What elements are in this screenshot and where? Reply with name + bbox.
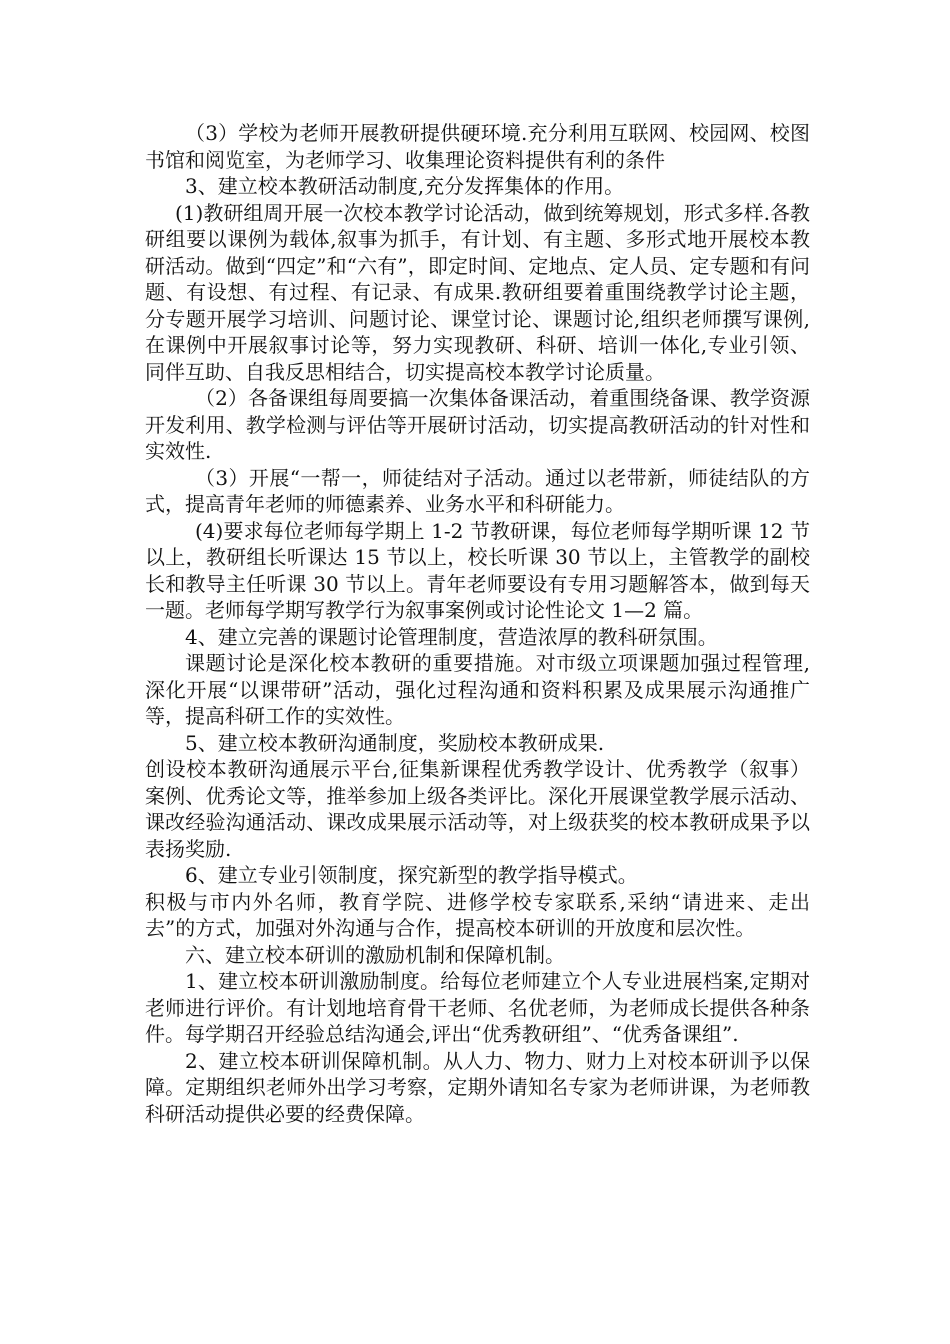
- paragraph-collective-prep: （2）各备课组每周要搞一次集体备课活动，着重围绕备课、教学资源开发利用、教学检测与评估等开展研讨活动，切实提高教研活动的针对性和实效性.: [145, 386, 810, 463]
- paragraph-mentoring: （3）开展“一帮一，师徒结对子活动。通过以老带新，师徒结队的方式，提高青年老师的师德素养、业务水平和科研能力。: [145, 465, 810, 516]
- paragraph-section-six-heading: 六、建立校本研训的激励机制和保障机制。: [185, 942, 565, 967]
- paragraph-expert-contact: 积极与市内外名师，教育学院、进修学校专家联系,采纳“请进来、走出去”的方式，加强对外沟通与合作，提高校本研训的开放度和层次性。: [145, 889, 810, 940]
- paragraph-heading-4: 4、建立完善的课题讨论管理制度，营造浓厚的教科研氛围。: [185, 624, 718, 649]
- paragraph-school-hardware: （3）学校为老师开展教研提供硬环境.充分利用互联网、校园网、校图书馆和阅览室，为老师学习、收集理论资料提供有利的条件: [145, 121, 810, 172]
- paragraph-project-research: 课题讨论是深化校本教研的重要措施。对市级立项课题加强过程管理,深化开展“以课带研”活动，强化过程沟通和资料积累及成果展示沟通推广等，提高科研工作的实效性。: [145, 651, 810, 728]
- paragraph-weekly-research: (1)教研组周开展一次校本教学讨论活动，做到统筹规划，形式多样.各教研组要以课例为载体,叙事为抓手，有计划、有主题、多形式地开展校本教研活动。做到“四定”和“六有”，即定时间、定地点、定人员、定专题和有问题、有设想、有过程、有记录、有成果.教研组要着重围绕教学讨论主题，分专题开展学习培训、问题讨论、课堂讨论、课题讨论,组织老师撰写课例,在课例中开展叙事讨论等，努力实现教研、科研、培训一体化,专业引领、同伴互助、自我反思相结合，切实提高校本教学讨论质量。: [145, 200, 810, 384]
- paragraph-heading-5: 5、建立校本教研沟通制度，奖励校本教研成果.: [185, 730, 605, 755]
- paragraph-incentive-system: 1、建立校本研训激励制度。给每位老师建立个人专业进展档案,定期对老师进行评价。有计划地培育骨干老师、名优老师，为老师成长提供各种条件。每学期召开经验总结沟通会,评出“优秀教研组”、“优秀备课组”.: [145, 969, 810, 1046]
- paragraph-lesson-requirements: (4)要求每位老师每学期上 1-2 节教研课，每位老师每学期听课 12 节以上，教研组长听课达 15 节以上，校长听课 30 节以上，主管教学的副校长和教导主任听课 30 节以上。青年老师要设有专用习题解答本，做到每天一题。老师每学期写教学行为叙事案例或讨论性论文 1—2 篇。: [145, 518, 810, 622]
- paragraph-exchange-platform: 创设校本教研沟通展示平台,征集新课程优秀教学设计、优秀教学（叙事）案例、优秀论文等，推举参加上级各类评比。深化开展课堂教学展示活动、课改经验沟通活动、课改成果展示活动等，对上级获奖的校本教研成果予以表扬奖励.: [145, 757, 810, 861]
- paragraph-heading-3: 3、建立校本教研活动制度,充分发挥集体的作用。: [185, 174, 625, 198]
- paragraph-guarantee-system: 2、建立校本研训保障机制。从人力、物力、财力上对校本研训予以保障。定期组织老师外出学习考察，定期外请知名专家为老师讲课，为老师教科研活动提供必要的经费保障。: [145, 1048, 810, 1126]
- document-body: [145, 120, 810, 1127]
- paragraph-heading-6: 6、建立专业引领制度，探究新型的教学指导模式。: [185, 863, 638, 887]
